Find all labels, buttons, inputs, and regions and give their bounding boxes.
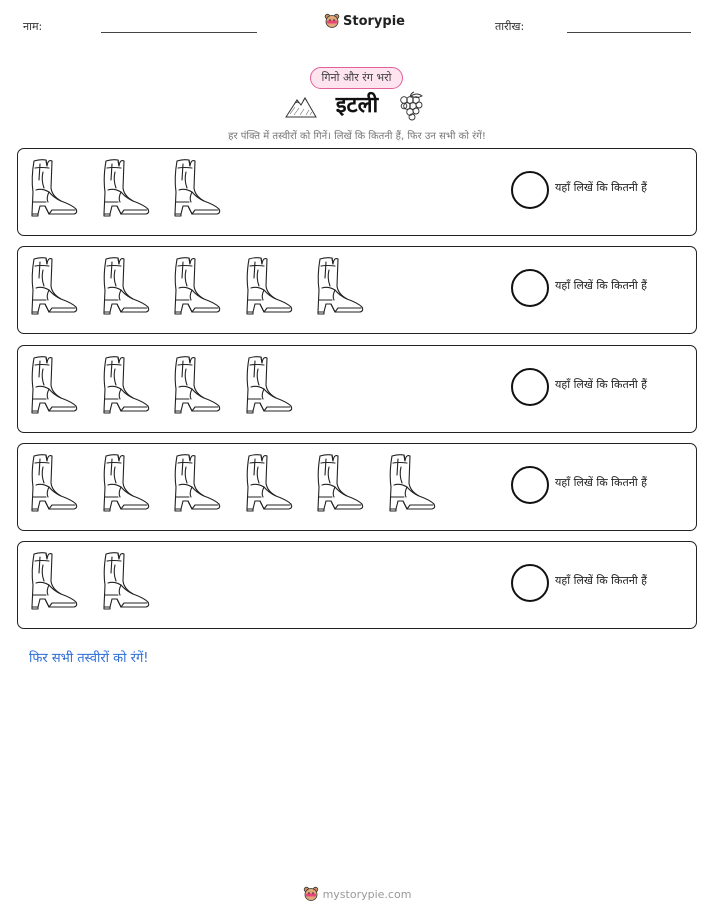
cowboy-boot-icon[interactable] (28, 551, 80, 615)
answer-circle[interactable] (511, 368, 549, 406)
bear-logo-icon (303, 886, 319, 902)
answer-prompt: यहाँ लिखें कि कितनी हैं (555, 574, 648, 587)
instruction-text: हर पंक्ति में तस्वीरों को गिनें। लिखें कि कितनी हैं, फिर उन सभी को रंगें! (228, 131, 486, 142)
title-row (0, 91, 714, 123)
footer (0, 886, 714, 902)
name-label: नाम: (23, 20, 43, 33)
name-line[interactable] (101, 32, 257, 33)
counting-row (17, 541, 697, 629)
cowboy-boot-icon[interactable] (314, 453, 366, 517)
cowboy-boot-icon[interactable] (100, 453, 152, 517)
answer-prompt: यहाँ लिखें कि कितनी हैं (555, 181, 648, 194)
cowboy-boot-icon[interactable] (28, 453, 80, 517)
cowboy-boot-icon[interactable] (314, 256, 366, 320)
cowboy-boot-icon[interactable] (100, 355, 152, 419)
counting-row (17, 345, 697, 433)
cowboy-boot-icon[interactable] (171, 355, 223, 419)
storypie-logo (324, 13, 405, 29)
cowboy-boot-icon[interactable] (100, 256, 152, 320)
cowboy-boot-icon[interactable] (100, 551, 152, 615)
cowboy-boot-icon[interactable] (386, 453, 438, 517)
cowboy-boot-icon[interactable] (171, 256, 223, 320)
worksheet-badge: गिनो और रंग भरो (310, 67, 403, 89)
counting-row (17, 148, 697, 236)
brand-name: Storypie (343, 13, 405, 29)
cowboy-boot-icon[interactable] (243, 256, 295, 320)
cowboy-boot-icon[interactable] (243, 355, 295, 419)
grapes-icon (397, 91, 425, 121)
answer-prompt: यहाँ लिखें कि कितनी हैं (555, 378, 648, 391)
page-title: इटली (335, 93, 379, 118)
cowboy-boot-icon[interactable] (243, 453, 295, 517)
site-url: mystorypie.com (322, 887, 412, 901)
cowboy-boot-icon[interactable] (28, 256, 80, 320)
footer-note: फिर सभी तस्वीरों को रंगें! (29, 651, 149, 666)
answer-prompt: यहाँ लिखें कि कितनी हैं (555, 279, 648, 292)
cowboy-boot-icon[interactable] (171, 453, 223, 517)
counting-row (17, 246, 697, 334)
cowboy-boot-icon[interactable] (171, 158, 223, 222)
bear-logo-icon (324, 13, 340, 29)
answer-circle[interactable] (511, 269, 549, 307)
answer-prompt: यहाँ लिखें कि कितनी हैं (555, 476, 648, 489)
counting-row (17, 443, 697, 531)
cowboy-boot-icon[interactable] (28, 158, 80, 222)
date-line[interactable] (567, 32, 691, 33)
cowboy-boot-icon[interactable] (100, 158, 152, 222)
answer-circle[interactable] (511, 171, 549, 209)
answer-circle[interactable] (511, 466, 549, 504)
cowboy-boot-icon[interactable] (28, 355, 80, 419)
date-label: तारीख: (495, 20, 525, 33)
answer-circle[interactable] (511, 564, 549, 602)
